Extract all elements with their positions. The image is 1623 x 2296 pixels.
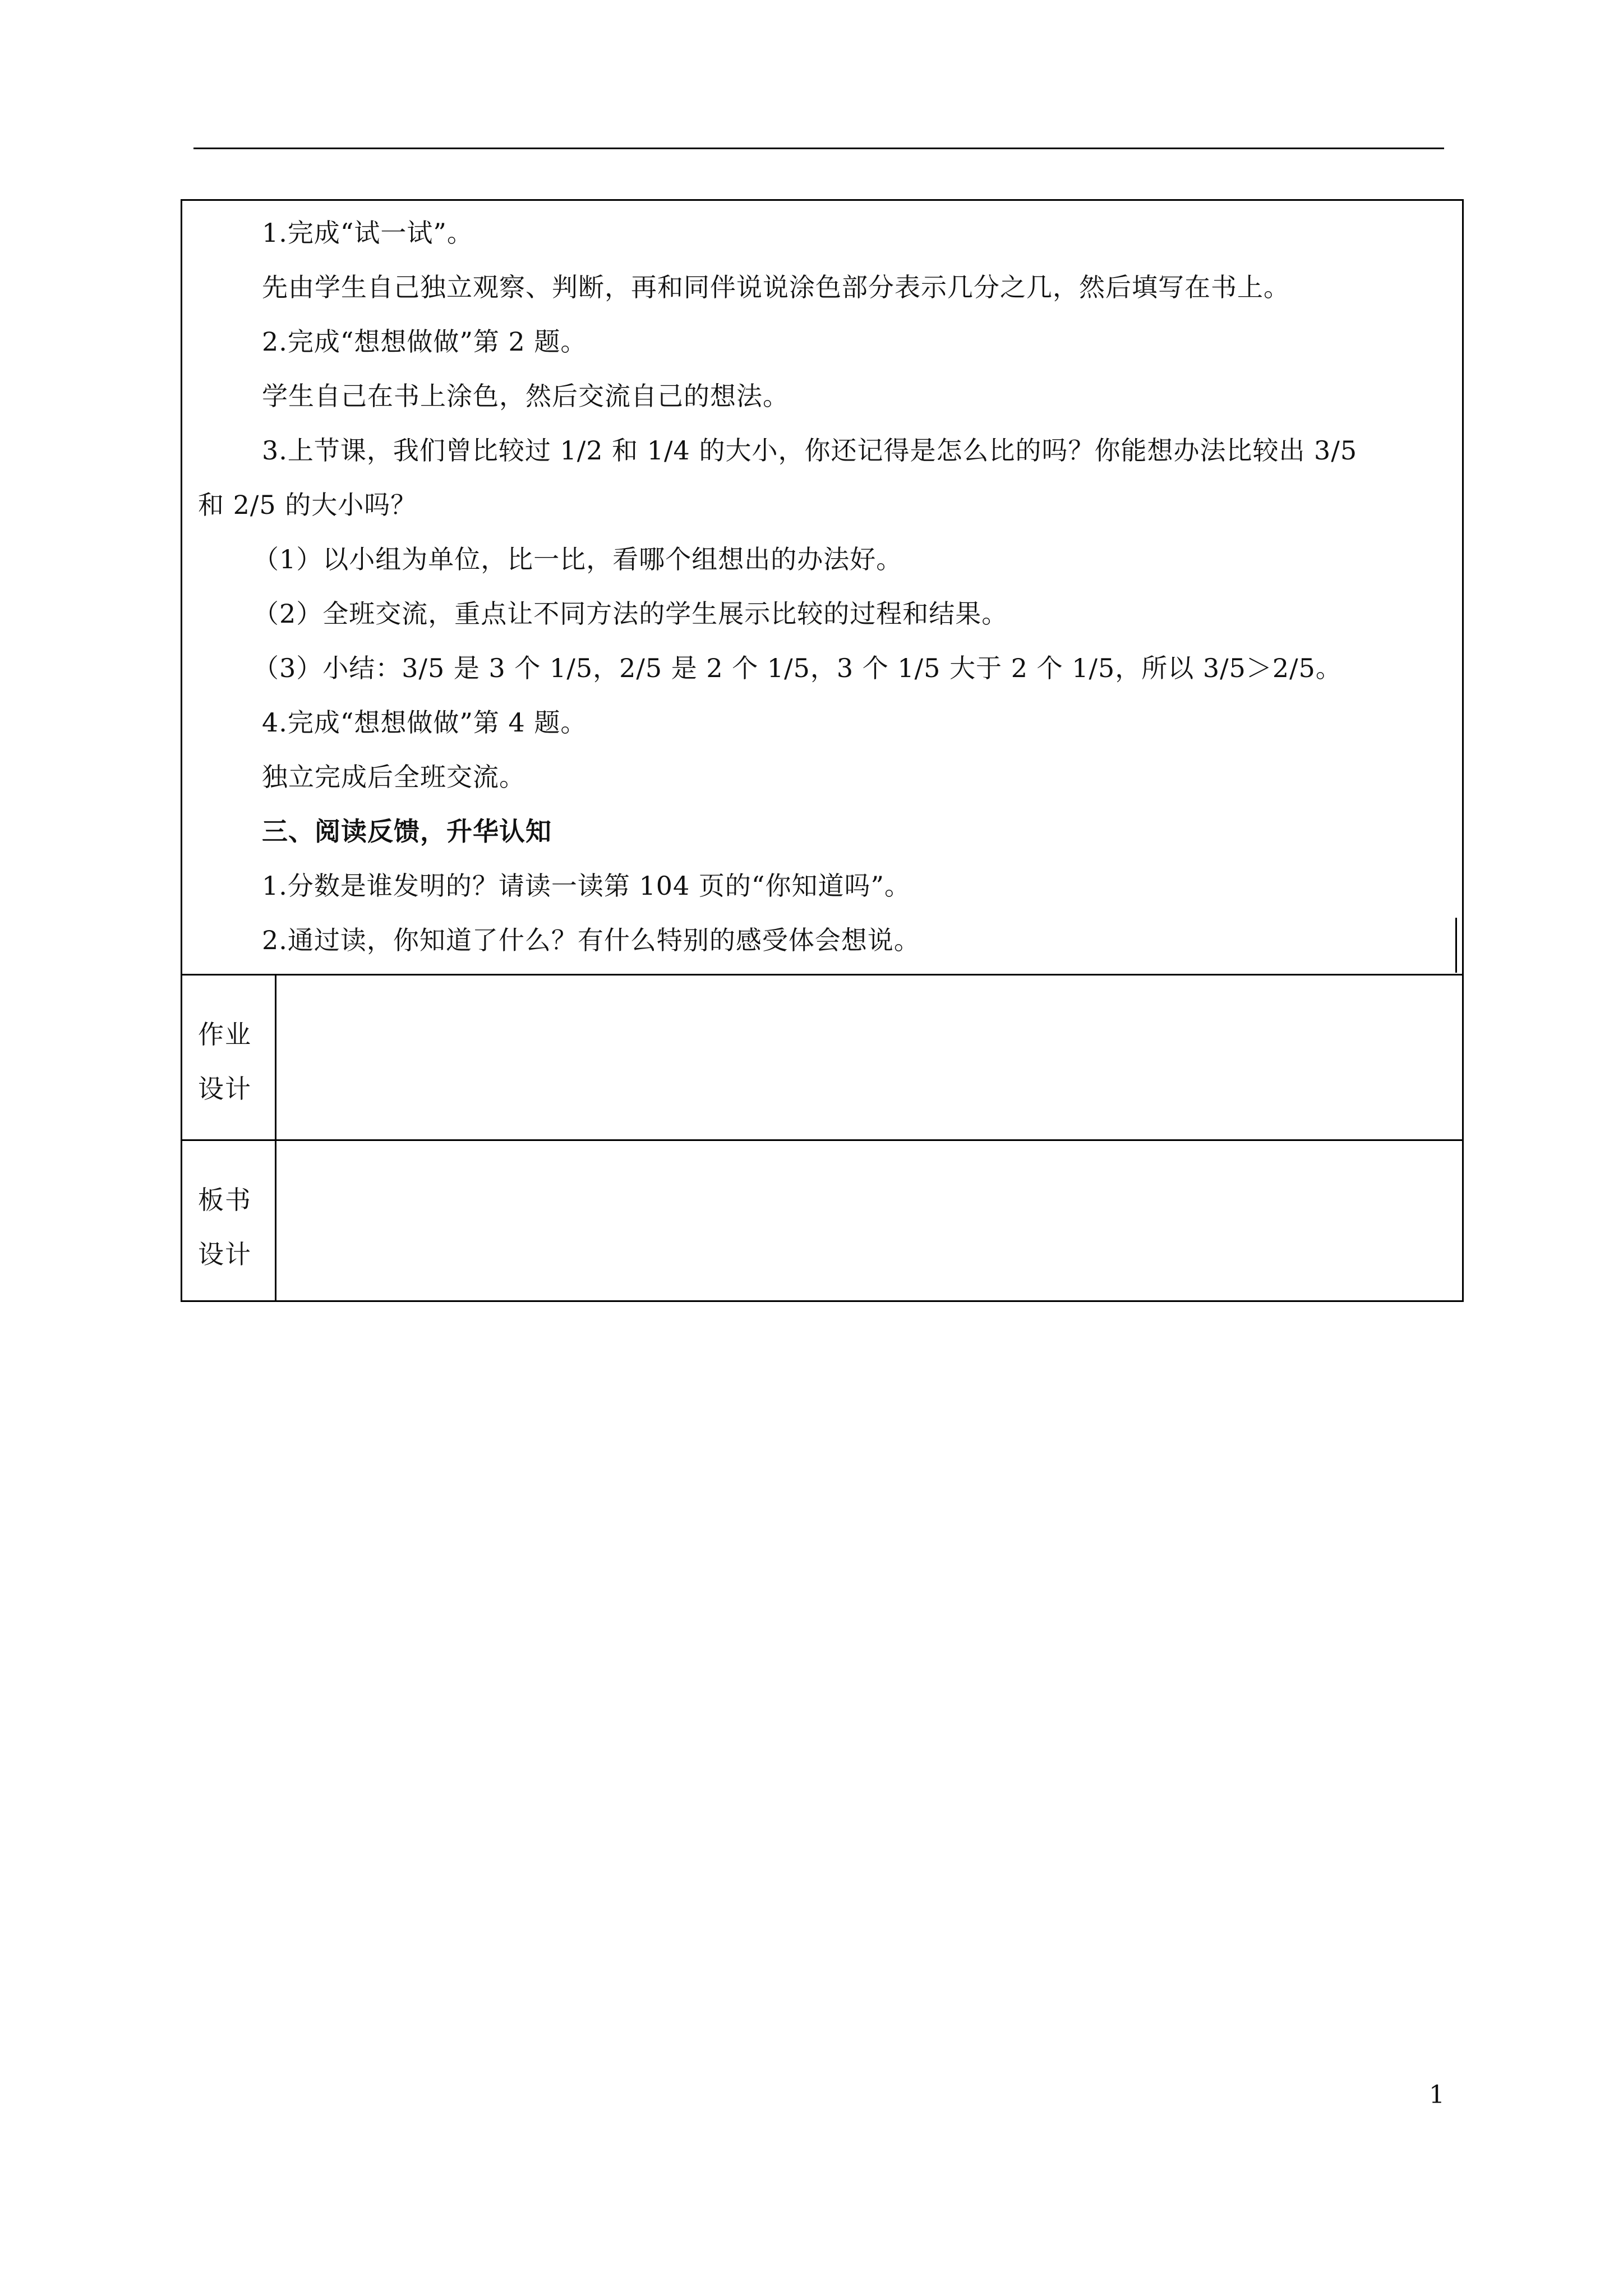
- paragraph-exercise-2: 2.完成“想想做做”第 2 题。: [262, 326, 587, 357]
- paragraph-summary: （3）小结：3/5 是 3 个 1/5，2/5 是 2 个 1/5，3 个 1/5 大于 2 个 1/5，所以 3/5＞2/5。: [253, 653, 1342, 683]
- paragraph-who-invented-fractions: 1.分数是谁发明的？请读一读第 104 页的“你知道吗”。: [262, 871, 911, 901]
- page-number: 1: [1429, 2081, 1445, 2109]
- teaching-process-cell: [182, 201, 1462, 974]
- homework-label-cell: [182, 976, 276, 1139]
- blackboard-label-line2: 设计: [198, 1239, 252, 1269]
- lesson-plan-table: [181, 199, 1464, 1302]
- paragraph-independent-work: 独立完成后全班交流。: [262, 762, 525, 792]
- inner-border-mark: [1455, 918, 1457, 973]
- homework-label-line2: 设计: [198, 1074, 252, 1104]
- paragraph-observe-judge: 先由学生自己独立观察、判断，再和同伴说说涂色部分表示几分之几，然后填写在书上。: [262, 272, 1290, 302]
- blackboard-label-line1: 板书: [198, 1185, 252, 1215]
- homework-label-line1: 作业: [198, 1019, 252, 1050]
- paragraph-compare-fractions-cont: 和 2/5 的大小吗？: [198, 490, 417, 520]
- paragraph-group-compare: （1）以小组为单位，比一比，看哪个组想出的办法好。: [253, 544, 903, 574]
- blackboard-row: [182, 1139, 1462, 1302]
- paragraph-what-did-you-learn: 2.通过读，你知道了什么？有什么特别的感受体会想说。: [262, 925, 920, 955]
- paragraph-compare-fractions: 3.上节课，我们曾比较过 1/2 和 1/4 的大小，你还记得是怎么比的吗？你能想办法比较出 3/5: [262, 435, 1358, 466]
- homework-row: [182, 974, 1462, 1139]
- paragraph-class-share: （2）全班交流，重点让不同方法的学生展示比较的过程和结果。: [253, 599, 1008, 629]
- paragraph-color-in-book: 学生自己在书上涂色，然后交流自己的想法。: [262, 381, 789, 411]
- section-heading-reading-feedback: 三、阅读反馈，升华认知: [262, 816, 552, 846]
- paragraph-exercise-4: 4.完成“想想做做”第 4 题。: [262, 707, 587, 738]
- header-rule: [193, 148, 1444, 149]
- blackboard-label-cell: [182, 1141, 276, 1302]
- paragraph-try-it: 1.完成“试一试”。: [262, 218, 473, 248]
